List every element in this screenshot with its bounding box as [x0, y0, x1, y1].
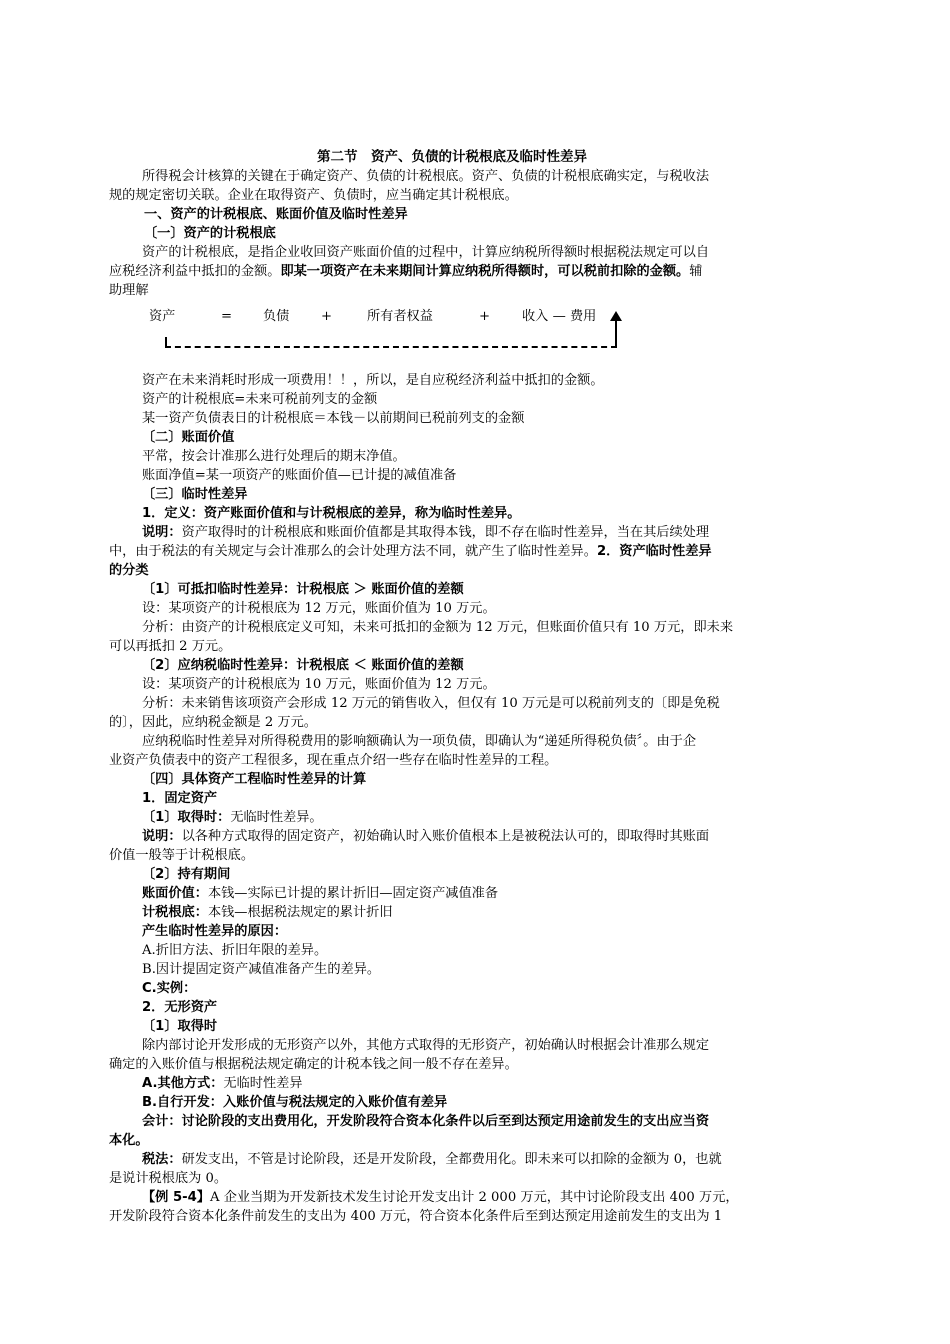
text-span: 以各种方式取得的固定资产，初始确认时入账价值根本上是被税法认可的，即取得时其账面	[181, 829, 710, 844]
paragraph-line: 规的规定密切关联。企业在取得资产、负债时，应当确定其计税根底。	[109, 188, 518, 203]
text-span: 辅	[689, 264, 703, 279]
text-span: 中，由于税法的有关规定与会计准那么的会计处理方法不同，就产生了临时性差异。	[109, 544, 597, 559]
paragraph-line: 设：某项资产的计税根底为 10 万元，账面价值为 12 万元。	[142, 677, 496, 692]
definition-line: 1．定义：资产账面价值和与计税根底的差异，称为临时性差异。	[142, 506, 521, 521]
paragraph-line: B.因计提固定资产减值准备产生的差异。	[142, 962, 381, 977]
paragraph-line: 是说计税根底为 0。	[109, 1171, 228, 1186]
subheading: 1．固定资产	[142, 791, 218, 806]
paragraph-line	[142, 1188, 739, 1207]
emphasis-text: 账面价值：	[142, 886, 208, 901]
paragraph-line	[142, 884, 498, 903]
equity-label: 所有者权益	[367, 309, 433, 324]
paragraph-line: 应纳税临时性差异对所得税费用的影响额确认为一项负债，即确认为“递延所得税负债〞。由于企	[142, 734, 697, 749]
paragraph-line	[109, 262, 702, 281]
assets-label: 资产	[149, 309, 176, 324]
paragraph-line: 可以再抵扣 2 万元。	[109, 639, 232, 654]
subheading: C.实例：	[142, 981, 197, 996]
paragraph-line: 某一资产负债表日的计税根底＝本钱－以前期间已税前列支的金额	[142, 411, 525, 426]
plus-sign: +	[479, 309, 491, 324]
paragraph-line	[142, 1093, 447, 1112]
emphasis-text: 税法：	[142, 1152, 182, 1167]
paragraph-line	[142, 808, 323, 827]
paragraph-line: 分析：未来销售该项资产会形成 12 万元的销售收入，但仅有 10 万元是可以税前列支的〔即是免税	[142, 696, 720, 711]
example-label: 【例 5-4】	[142, 1190, 210, 1205]
subheading: 产生临时性差异的原因：	[142, 924, 288, 939]
emphasis-text: 说明：	[142, 525, 182, 540]
emphasis-text: 说明：	[142, 829, 182, 844]
paragraph-line	[142, 1074, 303, 1093]
paragraph-line: 本化。	[109, 1133, 149, 1148]
section-title: 第二节 资产、负债的计税根底及临时性差异	[317, 149, 587, 165]
paragraph-line	[142, 827, 709, 846]
emphasis-text: 〔1〕取得时：	[142, 810, 231, 825]
heading-4: 〔四〕具体资产工程临时性差异的计算	[142, 772, 367, 787]
heading-2: 〔二〕账面价值	[142, 430, 235, 445]
paragraph-line: 会计：讨论阶段的支出费用化，开发阶段符合资本化条件以后至到达预定用途前发生的支出应当资	[142, 1114, 710, 1129]
paragraph-line	[142, 1150, 722, 1169]
text-span: 本钱—实际已计提的累计折旧—固定资产减值准备	[207, 886, 499, 901]
paragraph-line: 资产在未来消耗时形成一项费用！！，所以，是自应税经济利益中抵扣的金额。	[142, 373, 604, 388]
subheading: 〔1〕可抵扣临时性差异：计税根底 ＞ 账面价值的差额	[142, 582, 464, 597]
emphasis-text: 2．资产临时性差异	[596, 544, 712, 559]
text-span: 无临时性差异。	[230, 810, 323, 825]
arrow-up-icon	[610, 311, 622, 321]
emphasis-text: B.自行开发：	[142, 1095, 223, 1110]
paragraph-line	[142, 523, 709, 542]
paragraph-line: 账面净值=某一项资产的账面价值—已计提的减值准备	[142, 468, 457, 483]
paragraph-line: A.折旧方法、折旧年限的差异。	[142, 943, 328, 958]
paragraph-line: 价值一般等于计税根底。	[109, 848, 255, 863]
paragraph-line	[109, 542, 712, 561]
connector-right	[615, 319, 617, 348]
paragraph-line	[142, 903, 393, 922]
text-span: 资产取得时的计税根底和账面价值都是其取得本钱，即不存在临时性差异，当在其后续处理	[181, 525, 710, 540]
heading-1a: 〔一〕资产的计税根底	[144, 226, 276, 241]
paragraph-line: 所得税会计核算的关键在于确定资产、负债的计税根底。资产、负债的计税根底确实定，与税收法	[142, 169, 710, 184]
emphasis-text: A.其他方式：	[142, 1076, 224, 1091]
paragraph-line: 助理解	[109, 283, 149, 298]
subheading: 2．无形资产	[142, 1000, 218, 1015]
liabilities-label: 负债	[263, 309, 290, 324]
emphasis-text: 入账价值与税法规定的入账价值有差异	[223, 1095, 448, 1110]
subheading: 〔2〕持有期间	[142, 867, 231, 882]
paragraph-line: 确定的入账价值与根据税法规定确定的计税本钱之间一般不存在差异。	[109, 1057, 518, 1072]
paragraph-line: 开发阶段符合资本化条件前发生的支出为 400 万元，符合资本化条件后至到达预定用途前发生的支出为 1	[109, 1209, 723, 1224]
paragraph-line: 分析：由资产的计税根底定义可知，未来可抵扣的金额为 12 万元，但账面价值只有 10 万元，即未来	[142, 620, 734, 635]
paragraph-line: 的〕，因此，应纳税金额是 2 万元。	[109, 715, 317, 730]
text-span: 研发支出，不管是讨论阶段，还是开发阶段，全都费用化。即未来可以扣除的金额为 0，也就	[181, 1152, 722, 1167]
paragraph-line: 除内部讨论开发形成的无形资产以外，其他方式取得的无形资产，初始确认时根据会计准那么规定	[142, 1038, 710, 1053]
text-span: 无临时性差异	[223, 1076, 303, 1091]
paragraph-line: 的分类	[109, 563, 149, 578]
emphasis-text: 即某一项资产在未来期间计算应纳税所得额时，可以税前扣除的金额。	[280, 264, 690, 279]
dashed-connector	[165, 346, 617, 348]
equals-sign: =	[221, 309, 233, 324]
text-span: A 企业当期为开发新技术发生讨论开发支出计 2 000 万元，其中讨论阶段支出 400 万元，	[209, 1190, 739, 1205]
plus-sign: +	[321, 309, 333, 324]
emphasis-text: 计税根底：	[142, 905, 208, 920]
paragraph-line: 设：某项资产的计税根底为 12 万元，账面价值为 10 万元。	[142, 601, 496, 616]
subheading: 〔1〕取得时	[142, 1019, 218, 1034]
income-expense-label: 收入 — 费用	[522, 309, 597, 324]
text-span: 本钱—根据税法规定的累计折旧	[207, 905, 393, 920]
heading-1: 一、资产的计税根底、账面价值及临时性差异	[144, 207, 408, 222]
subheading: 〔2〕应纳税临时性差异：计税根底 ＜ 账面价值的差额	[142, 658, 464, 673]
heading-3: 〔三〕临时性差异	[142, 487, 248, 502]
accounting-equation-diagram	[149, 307, 669, 355]
paragraph-line: 平常，按会计准那么进行处理后的期末净值。	[142, 449, 406, 464]
paragraph-line: 业资产负债表中的资产工程很多，现在重点介绍一些存在临时性差异的工程。	[109, 753, 558, 768]
paragraph-line: 资产的计税根底，是指企业收回资产账面价值的过程中，计算应纳税所得额时根据税法规定可以自	[142, 245, 710, 260]
text-span: 应税经济利益中抵扣的金额。	[109, 264, 281, 279]
paragraph-line: 资产的计税根底=未来可税前列支的金额	[142, 392, 378, 407]
